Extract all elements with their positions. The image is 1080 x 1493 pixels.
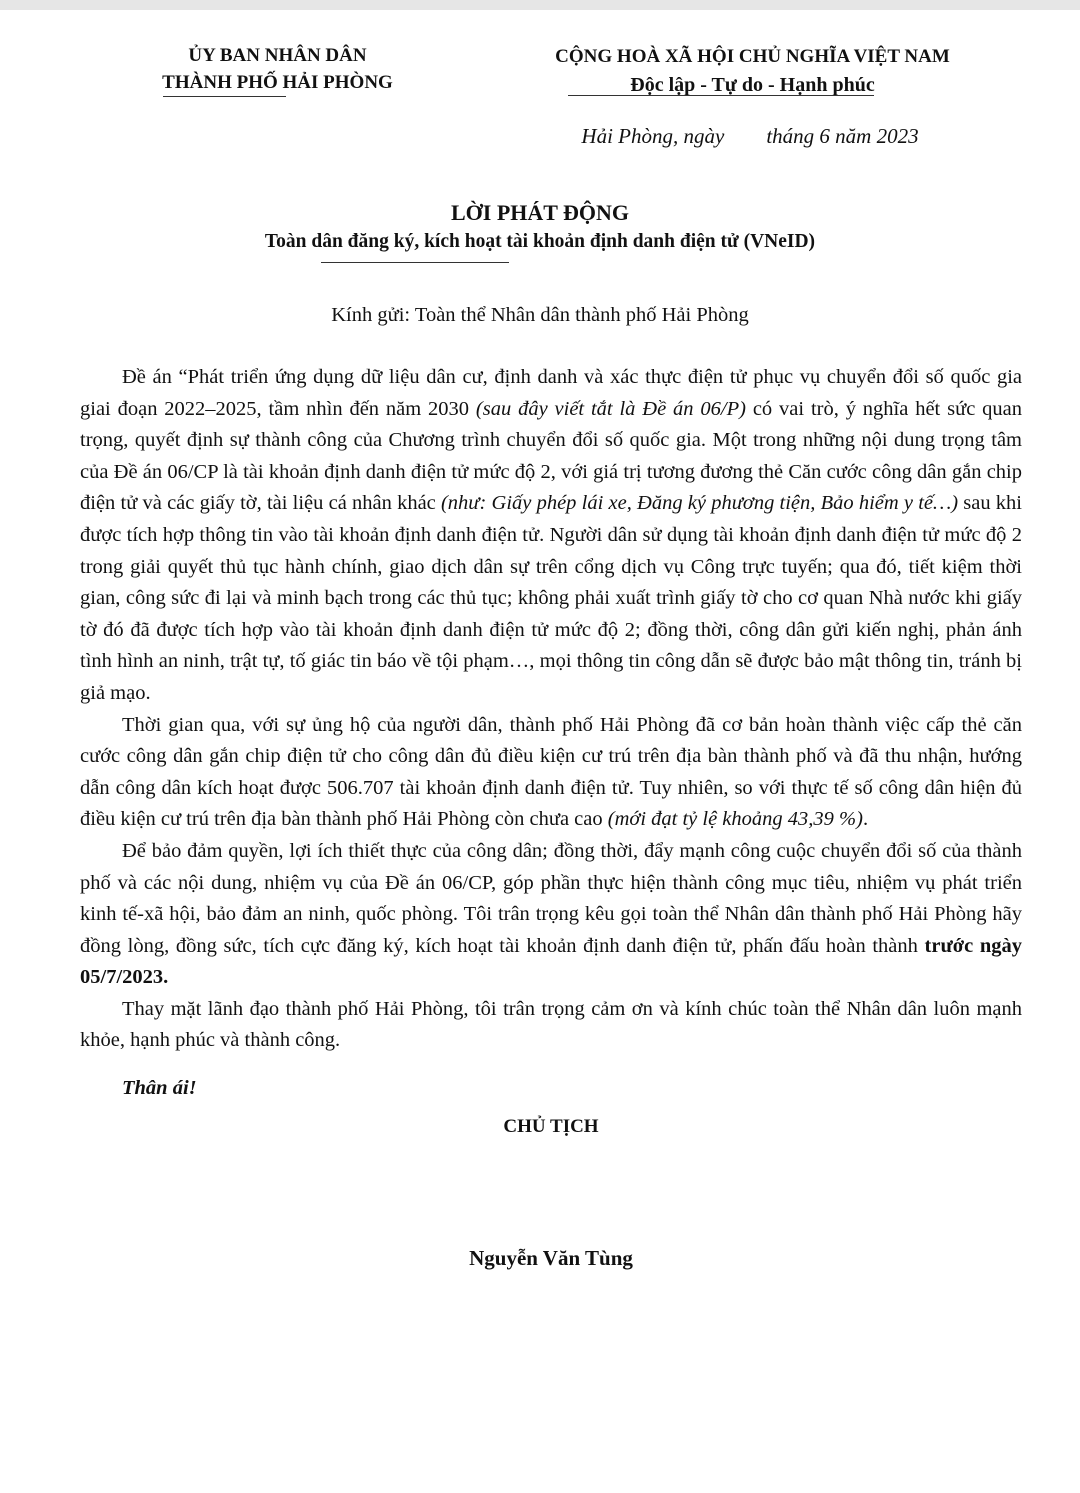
authority-line-2: THÀNH PHỐ HẢI PHÒNG	[162, 72, 393, 93]
national-motto: Độc lập - Tự do - Hạnh phúc	[630, 74, 875, 96]
closing: Thân ái!	[122, 1077, 197, 1099]
national-header	[545, 42, 960, 100]
paragraph-2-note-rate: (mới đạt tỷ lệ khoảng 43,39 %)	[607, 808, 863, 831]
paragraph-3	[80, 836, 1022, 994]
signer-position: CHỦ TỊCH	[503, 1116, 599, 1137]
paragraph-1-note-abbrev: (sau đây viết tắt là Đề án 06/P)	[475, 397, 746, 420]
paragraph-4: Thay mặt lãnh đạo thành phố Hải Phòng, tôi trân trọng cảm ơn và kính chúc toàn thể Nhân dân luôn mạnh khỏe, hạnh phúc và thành công.	[80, 997, 1022, 1052]
paragraph-2-part-c: .	[862, 808, 869, 831]
authority-line-1: ỦY BAN NHÂN DÂN	[188, 45, 367, 66]
subtitle-underline	[321, 262, 509, 263]
greeting: Kính gửi: Toàn thể Nhân dân thành phố Hải Phòng	[331, 304, 749, 326]
document-body	[80, 362, 1022, 1057]
document-page	[0, 10, 1080, 1493]
issuing-authority	[140, 42, 415, 96]
authority-underline	[163, 96, 286, 97]
paragraph-2-part-a: Thời gian qua, với sự ủng hộ của người dân, thành phố Hải Phòng đã cơ bản hoàn thành việc cấp thẻ căn cước công dân gắn chip điện tử cho công dân đủ điều kiện cư trú trên địa bàn thành phố và đã thu nhận, hướng dẫn công dân kích hoạt được 506.707 tài khoản định danh điện tử. Tuy nhiên, so với thực tế số công dân hiện đủ điều kiện cư trú trên địa bàn thành phố Hải Phòng còn chưa cao	[80, 713, 1022, 831]
paragraph-1-part-e: sau khi được tích hợp thông tin vào tài khoản định danh điện tử. Người dân sử dụng tài khoản định danh điện tử mức độ 2 trong giải quyết thủ tục hành chính, giao dịch dân sự trên cổng dịch vụ Công trực tuyến; qua đó, tiết kiệm thời gian, công sức đi lại và minh bạch trong các thủ tục; không phải xuất trình giấy tờ cho cơ quan Nhà nước khi giấy tờ đó đã được tích hợp vào tài khoản định danh điện tử mức độ 2; đồng thời, công dân gửi kiến nghị, phản ánh tình hình an ninh, trật tự, tố giác tin báo về tội phạm…, mọi thông tin công dẫn sẽ được bảo mật thông tin, tránh bị giả mạo.	[80, 492, 1022, 704]
motto-underline	[568, 95, 874, 96]
national-name: CỘNG HOÀ XÃ HỘI CHỦ NGHĨA VIỆT NAM	[555, 46, 950, 67]
paragraph-1-part-a: Đề án “Phát triển ứng dụng dữ liệu dân cư, định danh và xác thực điện tử phục vụ chuyển đổi số quốc gia giai đoạn 2022–2025, tầm nhìn đến năm 2030	[80, 366, 1022, 420]
top-strip	[0, 0, 1080, 10]
document-subtitle: Toàn dân đăng ký, kích hoạt tài khoản định danh điện tử (VNeID)	[264, 231, 816, 252]
signer-name: Nguyễn Văn Tùng	[469, 1246, 633, 1270]
paragraph-1	[80, 362, 1022, 710]
paragraph-1-note-examples: (như: Giấy phép lái xe, Đăng ký phương tiện, Bảo hiểm y tế…)	[440, 492, 959, 515]
date-line: Hải Phòng, ngày tháng 6 năm 2023	[581, 124, 919, 148]
paragraph-3-part-a: Để bảo đảm quyền, lợi ích thiết thực của công dân; đồng thời, đẩy mạnh công cuộc chuyển đổi số của thành phố và các nội dung, nhiệm vụ của Đề án 06/CP, góp phần thực hiện thành công mục tiêu, nhiệm vụ phát triển kinh tế-xã hội, bảo đảm an ninh, quốc phòng. Tôi trân trọng kêu gọi toàn thể Nhân dân thành phố Hải Phòng hãy đồng lòng, đồng sức, tích cực đăng ký, kích hoạt tài khoản định danh điện tử, phấn đấu hoàn thành	[80, 839, 1022, 957]
paragraph-1-part-c: có vai trò, ý nghĩa hết sức quan trọng, quyết định sự thành công của Chương trình chuyển đổi số quốc gia. Một trong những nội dung trọng tâm của Đề án 06/CP là tài khoản định danh điện tử mức độ 2, với giá trị tương đương thẻ Căn cước công dân gắn chip điện tử và các giấy tờ, tài liệu cá nhân khác	[80, 397, 1023, 515]
paragraph-3-deadline: trước ngày 05/7/2023.	[80, 934, 1022, 989]
paragraph-2	[80, 710, 1022, 836]
document-title: LỜI PHÁT ĐỘNG	[450, 200, 630, 225]
